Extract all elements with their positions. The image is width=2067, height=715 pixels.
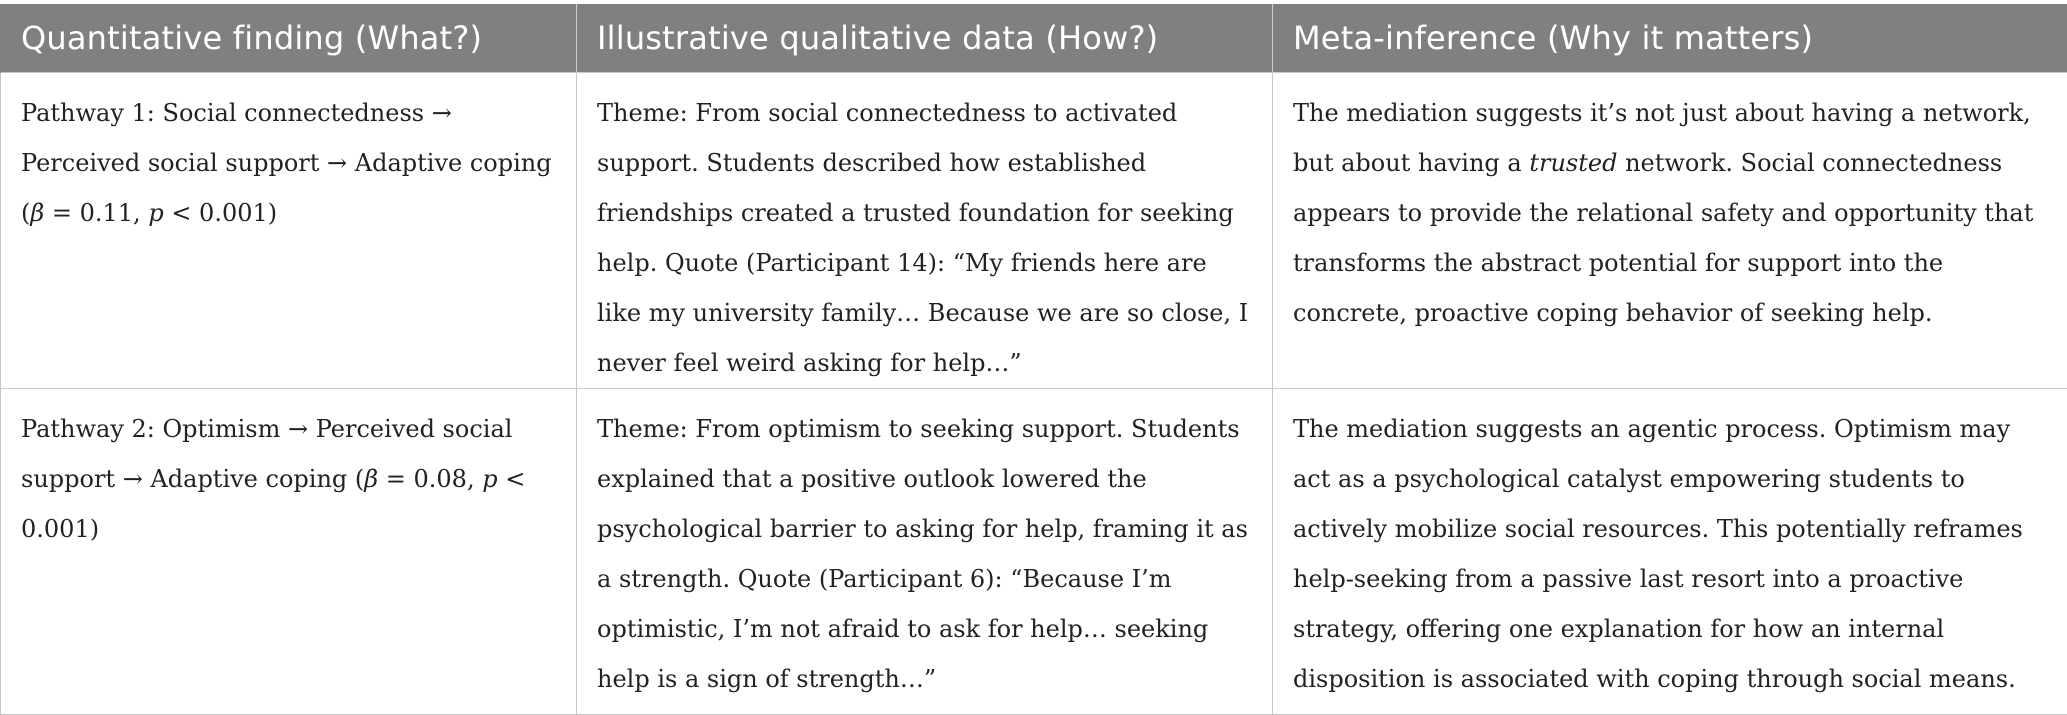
beta-value: = 0.08, (378, 465, 482, 493)
header-qualitative-data: Illustrative qualitative data (How?) (577, 4, 1273, 73)
cell-qualitative-data: Theme: From social connectedness to activated support. Students described how established friendships created a trusted foundation for seeking help. Quote (Participant 14): “My friends here are like my university family… Because we are so close, I never feel weird asking for help…” (577, 73, 1273, 389)
finding-text: Pathway 1: Social connectedness → Perceived social support → Adaptive coping ( (21, 99, 552, 227)
beta-symbol: β (30, 199, 44, 227)
finding-text: Pathway 2: Optimism → Perceived social support → Adaptive coping ( (21, 415, 512, 493)
table-row-pathway-1 (1, 73, 2067, 389)
table-row-pathway-2 (1, 389, 2067, 715)
meta-text-before: The mediation suggests it’s not just about having a network, but about having a (1293, 99, 2031, 177)
cell-quantitative-finding (1, 73, 577, 389)
meta-emphasis: trusted (1529, 149, 1617, 177)
cell-quantitative-finding (1, 389, 577, 715)
p-symbol: p (482, 465, 497, 493)
p-value: < 0.001) (21, 465, 525, 543)
findings-table (0, 4, 2067, 715)
cell-qualitative-data: Theme: From optimism to seeking support. Students explained that a positive outlook lowered the psychological barrier to asking for help, framing it as a strength. Quote (Participant 6): “Because I’m optimistic, I’m not afraid to ask for help… seeking help is a sign of strength…” (577, 389, 1273, 715)
header-meta-inference: Meta-inference (Why it matters) (1273, 4, 2067, 73)
meta-text-after: network. Social connectedness appears to provide the relational safety and opportunity that transforms the abstract potential for support into the concrete, proactive coping behavior of seeking help. (1293, 149, 2033, 327)
p-symbol: p (148, 199, 163, 227)
findings-table-container (0, 4, 2067, 700)
cell-meta-inference: The mediation suggests an agentic process. Optimism may act as a psychological catalyst empowering students to actively mobilize social resources. This potentially reframes help-seeking from a passive last resort into a proactive strategy, offering one explanation for how an internal disposition is associated with coping through social means. (1273, 389, 2067, 715)
p-value: < 0.001) (164, 199, 277, 227)
beta-symbol: β (364, 465, 378, 493)
header-quantitative-finding: Quantitative finding (What?) (1, 4, 577, 73)
beta-value: = 0.11, (44, 199, 148, 227)
header-row (1, 4, 2067, 73)
cell-meta-inference (1273, 73, 2067, 389)
